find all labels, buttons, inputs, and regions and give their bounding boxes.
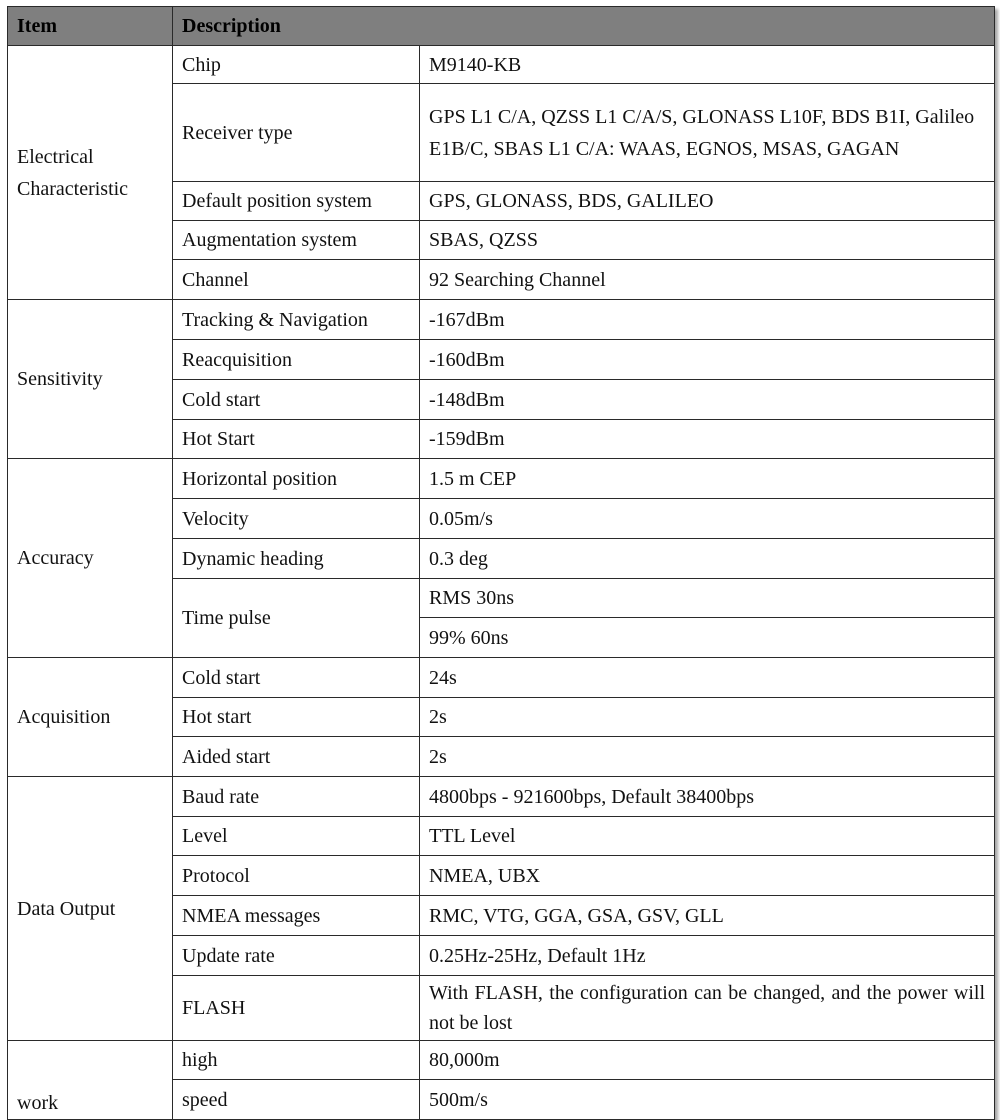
- row-label: Cold start: [173, 658, 420, 698]
- table-row: [8, 46, 995, 84]
- row-value: M9140-KB: [420, 46, 995, 84]
- row-label: NMEA messages: [173, 896, 420, 936]
- row-label: Baud rate: [173, 777, 420, 817]
- row-value: 1.5 m CEP: [420, 459, 995, 499]
- group-electrical-characteristic: Electrical Characteristic: [8, 46, 173, 300]
- row-label: Reacquisition: [173, 340, 420, 380]
- row-value: GPS L1 C/A, QZSS L1 C/A/S, GLONASS L10F, BDS B1I, Galileo E1B/C, SBAS L1 C/A: WAAS, EGNOS, MSAS, GAGAN: [420, 84, 995, 182]
- row-value: 92 Searching Channel: [420, 260, 995, 300]
- row-value: -148dBm: [420, 380, 995, 420]
- table-row: [8, 300, 995, 340]
- row-label: Chip: [173, 46, 420, 84]
- table-row: [8, 1041, 995, 1080]
- row-label: Default position system: [173, 182, 420, 221]
- row-label: Cold start: [173, 380, 420, 420]
- row-label: Level: [173, 817, 420, 856]
- row-label: FLASH: [173, 976, 420, 1041]
- row-label: Dynamic heading: [173, 539, 420, 579]
- group-accuracy: Accuracy: [8, 459, 173, 658]
- row-value: 2s: [420, 737, 995, 777]
- row-value: 80,000m: [420, 1041, 995, 1080]
- row-value: 2s: [420, 698, 995, 737]
- header-description: Description: [173, 7, 995, 46]
- header-row: [8, 7, 995, 46]
- row-label: high: [173, 1041, 420, 1080]
- row-label: Hot start: [173, 698, 420, 737]
- row-label: Protocol: [173, 856, 420, 896]
- row-value: 0.3 deg: [420, 539, 995, 579]
- row-label: Channel: [173, 260, 420, 300]
- row-label: Tracking & Navigation: [173, 300, 420, 340]
- row-value: NMEA, UBX: [420, 856, 995, 896]
- row-value: RMS 30ns: [420, 579, 995, 618]
- spec-table: [7, 6, 995, 1120]
- row-label: speed: [173, 1080, 420, 1120]
- row-label: Time pulse: [173, 579, 420, 658]
- row-value: 99% 60ns: [420, 618, 995, 658]
- group-sensitivity: Sensitivity: [8, 300, 173, 459]
- row-value: With FLASH, the configuration can be changed, and the power will not be lost: [420, 976, 995, 1041]
- row-label: Update rate: [173, 936, 420, 976]
- row-value: -159dBm: [420, 420, 995, 459]
- row-value: SBAS, QZSS: [420, 221, 995, 260]
- table-row: [8, 658, 995, 698]
- row-value: 0.05m/s: [420, 499, 995, 539]
- row-label: Horizontal position: [173, 459, 420, 499]
- row-label: Augmentation system: [173, 221, 420, 260]
- row-value: 0.25Hz-25Hz, Default 1Hz: [420, 936, 995, 976]
- spec-body: [8, 46, 995, 1120]
- row-value: 4800bps - 921600bps, Default 38400bps: [420, 777, 995, 817]
- row-label: Velocity: [173, 499, 420, 539]
- row-value: 500m/s: [420, 1080, 995, 1120]
- group-work: work: [8, 1041, 173, 1120]
- row-label: Aided start: [173, 737, 420, 777]
- row-value: -167dBm: [420, 300, 995, 340]
- group-acquisition: Acquisition: [8, 658, 173, 777]
- row-label: Hot Start: [173, 420, 420, 459]
- row-value: GPS, GLONASS, BDS, GALILEO: [420, 182, 995, 221]
- row-value: RMC, VTG, GGA, GSA, GSV, GLL: [420, 896, 995, 936]
- row-label: Receiver type: [173, 84, 420, 182]
- header-item: Item: [8, 7, 173, 46]
- group-data-output: Data Output: [8, 777, 173, 1041]
- row-value: TTL Level: [420, 817, 995, 856]
- table-row: [8, 459, 995, 499]
- row-value: -160dBm: [420, 340, 995, 380]
- row-value: 24s: [420, 658, 995, 698]
- table-row: [8, 777, 995, 817]
